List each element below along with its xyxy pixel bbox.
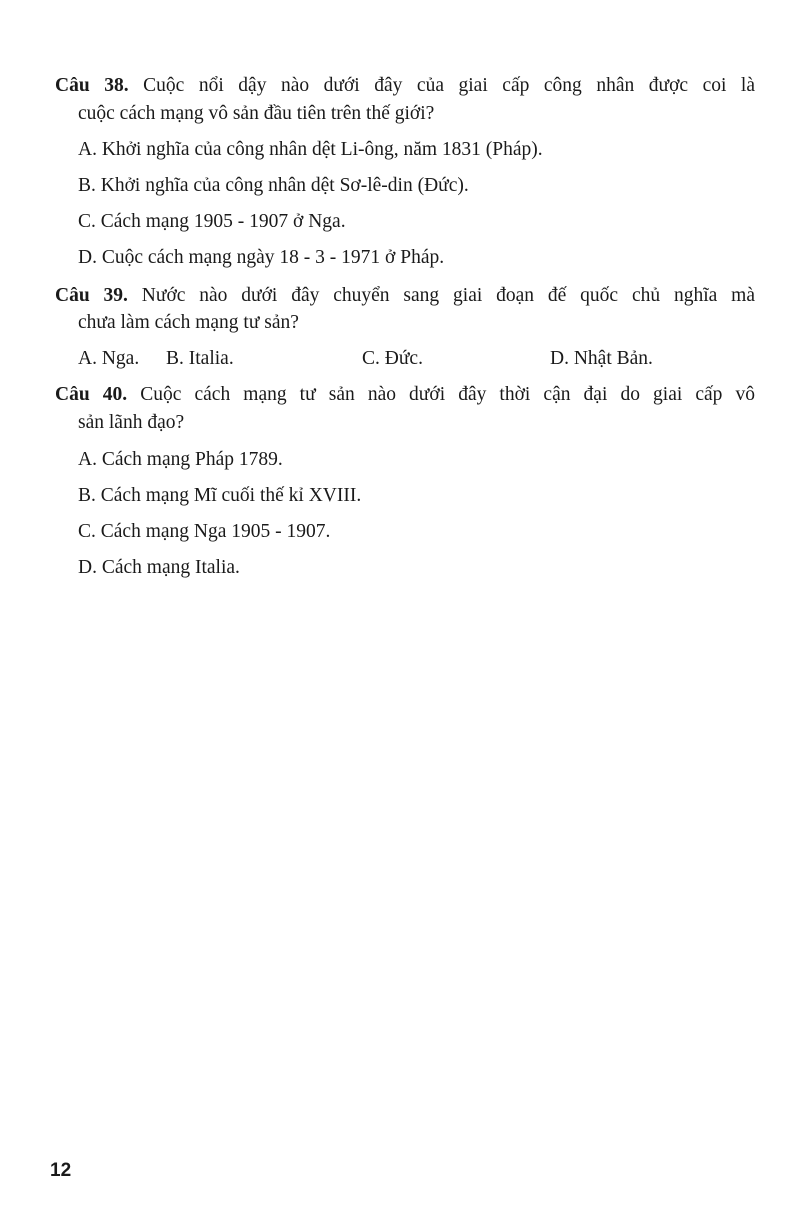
question-40-option-c: C. Cách mạng Nga 1905 - 1907.	[78, 521, 331, 542]
question-38-line2: cuộc cách mạng vô sản đầu tiên trên thế giới?	[78, 103, 435, 124]
question-40-option-d: D. Cách mạng Italia.	[78, 557, 240, 578]
question-40-text: Cuộc cách mạng tư sản nào dưới đây thời cận đại do giai cấp vô	[140, 384, 756, 405]
question-39-line2: chưa làm cách mạng tư sản?	[78, 312, 299, 333]
question-38-option-c: C. Cách mạng 1905 - 1907 ở Nga.	[78, 211, 346, 232]
question-39-label: Câu 39.	[55, 285, 128, 306]
question-40-line2: sản lãnh đạo?	[78, 412, 185, 433]
question-40-label: Câu 40.	[55, 384, 128, 405]
question-38-line1	[55, 74, 755, 98]
question-38-option-d: D. Cuộc cách mạng ngày 18 - 3 - 1971 ở Pháp.	[78, 247, 445, 268]
question-38-label: Câu 38.	[55, 75, 129, 96]
question-38-text: Cuộc nổi dậy nào dưới đây của giai cấp công nhân được coi là	[143, 75, 756, 96]
question-39-line1	[55, 284, 755, 308]
question-38-option-a: A. Khởi nghĩa của công nhân dệt Li-ông, năm 1831 (Pháp).	[78, 139, 543, 160]
question-39-text: Nước nào dưới đây chuyển sang giai đoạn đế quốc chủ nghĩa mà	[141, 285, 755, 306]
question-40-option-b: B. Cách mạng Mĩ cuối thế kỉ XVIII.	[78, 485, 362, 506]
question-38-option-b: B. Khởi nghĩa của công nhân dệt Sơ-lê-din (Đức).	[78, 175, 469, 196]
question-39-option-c: C. Đức.	[362, 348, 423, 369]
question-39-option-b: B. Italia.	[166, 348, 234, 369]
page-number: 12	[50, 1160, 72, 1181]
question-40-line1	[55, 383, 755, 407]
question-39-option-d: D. Nhật Bản.	[550, 348, 653, 369]
question-39-option-a: A. Nga.	[78, 348, 140, 369]
question-40-option-a: A. Cách mạng Pháp 1789.	[78, 449, 283, 470]
